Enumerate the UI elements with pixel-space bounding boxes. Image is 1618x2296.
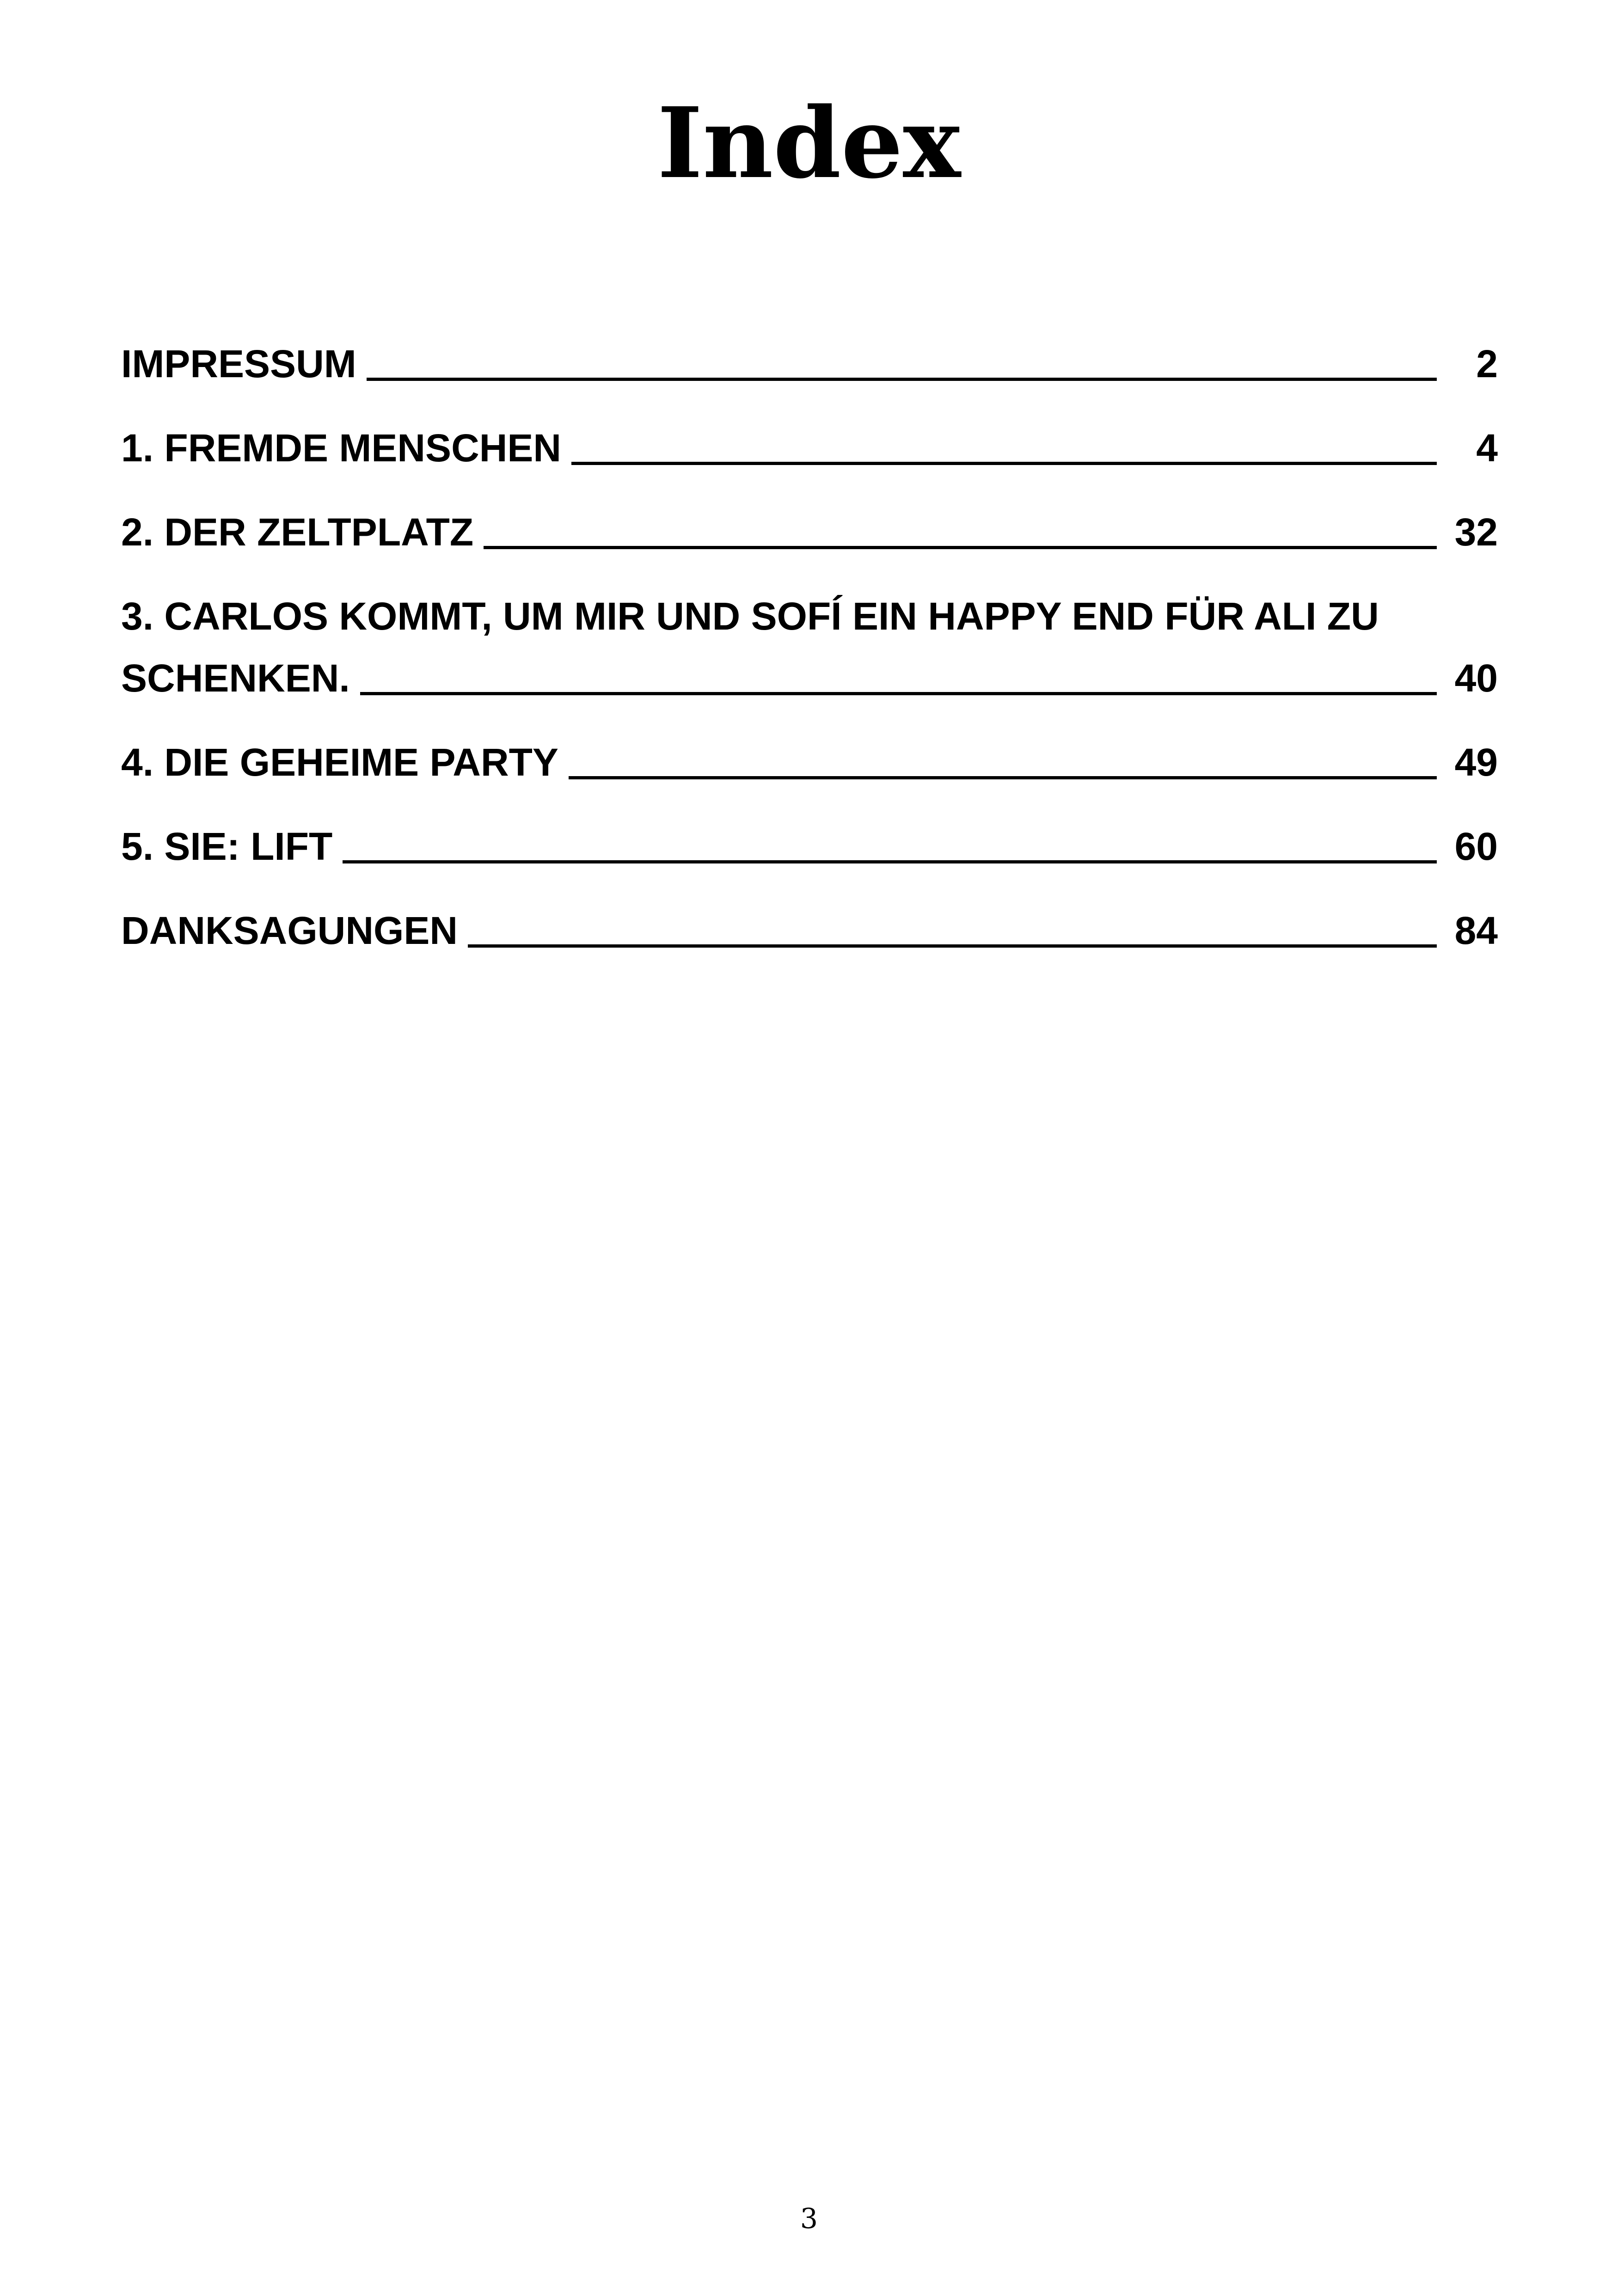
page-title: Index (657, 86, 961, 200)
page-number: 3 (800, 2203, 818, 2235)
toc-entry-fremde-menschen[interactable] (121, 417, 1498, 479)
toc-entry-label: DANKSAGUNGEN (121, 909, 458, 952)
toc-entry-label-line1: 3. CARLOS KOMMT, UM MIR UND SOFÍ EIN HAPPY END FÜR ALI ZU (121, 594, 1379, 638)
toc-leader-line (343, 860, 1437, 863)
toc-entry-label: 2. DER ZELTPLATZ (121, 510, 474, 554)
toc-entry-label: 5. SIE: LIFT (121, 825, 333, 868)
toc-leader-line (360, 692, 1437, 695)
toc-entry-page: 60 (1454, 825, 1498, 868)
toc-entry-label: 1. FREMDE MENSCHEN (121, 426, 562, 470)
toc-leader-line (569, 776, 1437, 779)
toc-entry-label: 4. DIE GEHEIME PARTY (121, 741, 558, 784)
toc-entry-carlos-kommt[interactable] (121, 585, 1498, 709)
toc-entry-page: 49 (1454, 741, 1498, 784)
toc-entry-page: 84 (1454, 909, 1498, 952)
toc-entry-label-line2: SCHENKEN. (121, 656, 350, 700)
toc-entry-page: 4 (1476, 426, 1498, 470)
toc-leader-line (571, 461, 1437, 465)
toc-entry-page: 32 (1454, 510, 1498, 554)
toc-entry-der-zeltplatz[interactable] (121, 501, 1498, 563)
toc-entry-sie-lift[interactable] (121, 815, 1498, 877)
toc-entry-page: 40 (1454, 656, 1498, 700)
table-of-contents (121, 333, 1498, 984)
toc-entry-danksagungen[interactable] (121, 900, 1498, 961)
toc-entry-page: 2 (1476, 342, 1498, 386)
toc-entry-die-geheime-party[interactable] (121, 731, 1498, 793)
toc-leader-line (367, 377, 1437, 381)
toc-leader-line (484, 545, 1437, 549)
toc-entry-impressum[interactable] (121, 333, 1498, 395)
toc-leader-line (468, 944, 1437, 948)
toc-entry-label: IMPRESSUM (121, 342, 356, 386)
